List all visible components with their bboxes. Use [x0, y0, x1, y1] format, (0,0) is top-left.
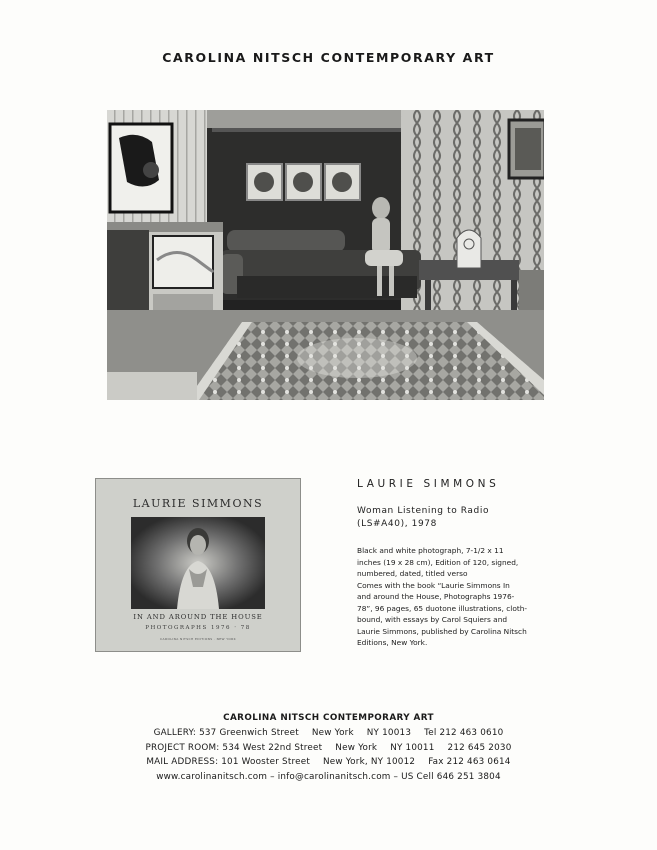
artwork-detail-line: inches (19 x 28 cm), Edition of 120, signed,	[357, 557, 519, 567]
project-room-city: New York	[335, 742, 378, 753]
artist-name: LAURIE SIMMONS	[357, 478, 500, 490]
project-room-label: PROJECT ROOM:	[145, 742, 220, 753]
gallery-address: 537 Greenwich Street	[199, 728, 299, 738]
artwork-detail-line: Black and white photograph, 7-1/2 x 11	[357, 546, 504, 555]
footer-contact	[0, 713, 657, 784]
footer-project-room-line	[0, 741, 657, 756]
artwork-title-line: Woman Listening to Radio	[357, 506, 490, 516]
page-header-title: CAROLINA NITSCH CONTEMPORARY ART	[162, 50, 495, 65]
mail-label: MAIL ADDRESS:	[146, 757, 219, 767]
artwork-detail-line: numbered, dated, titled verso	[357, 569, 468, 578]
artwork-photograph	[107, 110, 544, 400]
footer-gallery-line	[0, 726, 657, 741]
project-room-address: 534 West 22nd Street	[222, 742, 323, 753]
artwork-detail-line: Comes with the book “Laurie Simmons In	[357, 580, 510, 590]
project-room-state-zip: NY 10011	[390, 742, 435, 753]
footer-web-line[interactable]: www.carolinanitsch.com – info@carolinanitsch.com – US Cell 646 251 3804	[156, 771, 501, 782]
book-cover-artist: LAURIE SIMMONS	[132, 497, 264, 510]
gallery-phone: Tel 212 463 0610	[424, 728, 504, 738]
book-cover-subtitle: IN AND AROUND THE HOUSE	[133, 613, 263, 621]
footer-title: CAROLINA NITSCH CONTEMPORARY ART	[223, 713, 434, 723]
book-cover-years: PHOTOGRAPHS 1976 · 78	[145, 625, 251, 631]
artwork-detail-line: and around the House, Photographs 1976-	[357, 592, 515, 601]
book-cover	[95, 478, 301, 652]
book-cover-portrait-image	[131, 517, 265, 609]
artwork-details	[357, 545, 557, 649]
artwork-detail-line: bound, with essays by Carol Squiers and	[357, 615, 508, 624]
book-cover-publisher: CAROLINA NITSCH EDITIONS · NEW YORK	[160, 637, 236, 641]
gallery-city: New York	[311, 728, 354, 738]
artwork-detail-line: Editions, New York.	[357, 638, 428, 647]
mail-city: New York, NY 10012	[322, 757, 416, 767]
room-photo-image	[107, 110, 544, 400]
mail-fax: Fax 212 463 0614	[428, 757, 511, 767]
artwork-detail-line: 78”, 96 pages, 65 duotone illustrations, cloth-	[357, 603, 528, 613]
artwork-title-line: (LS#A40), 1978	[357, 519, 437, 529]
gallery-state-zip: NY 10013	[366, 728, 412, 738]
project-room-phone: 212 645 2030	[447, 742, 512, 753]
footer-mail-line	[0, 755, 657, 770]
gallery-label: GALLERY:	[153, 728, 197, 738]
mail-address: 101 Wooster Street	[221, 757, 310, 767]
artwork-title	[357, 505, 557, 531]
artwork-detail-line: Laurie Simmons, published by Carolina Nitsch	[357, 626, 527, 636]
